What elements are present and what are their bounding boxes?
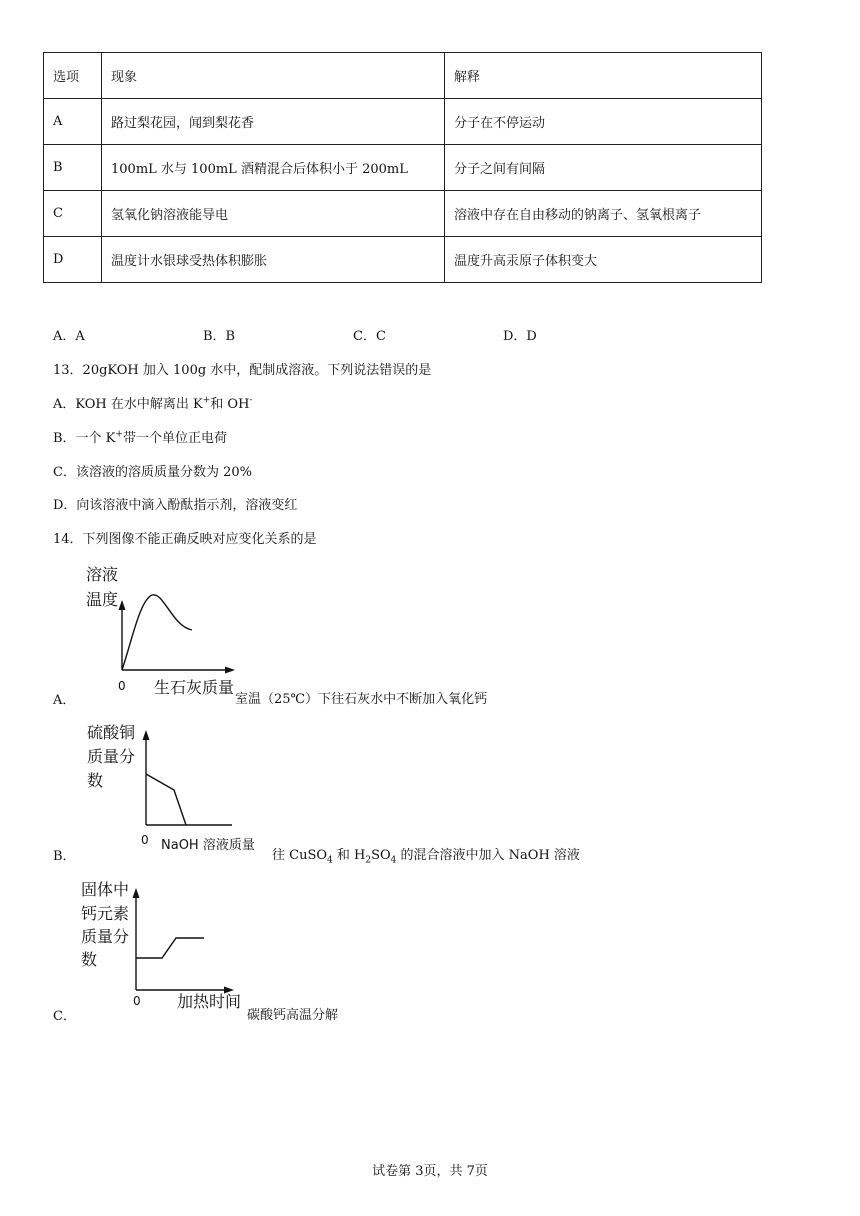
graph-c-ylabel: 质量分	[81, 927, 130, 946]
table-cell: A	[44, 99, 102, 145]
table-cell: 溶液中存在自由移动的钠离子、氢氧根离子	[445, 191, 762, 237]
q14-option-c-label: C．	[53, 1009, 76, 1024]
q13-stem: 13．20gKOH 加入 100g 水中，配制成溶液。下列说法错误的是	[53, 363, 432, 378]
graph-c	[80, 878, 260, 1018]
q12-option-c: C．C	[353, 329, 386, 344]
page-footer: 试卷第 3页，共 7页	[372, 1164, 488, 1179]
graph-b	[80, 722, 280, 862]
q13-option-c: C．该溶液的溶质质量分数为 20%	[53, 465, 252, 480]
table-cell: B	[44, 145, 102, 191]
graph-a-ylabel: 溶液	[86, 565, 119, 584]
graph-b-ylabel: 数	[87, 771, 104, 790]
graph-b-line	[146, 774, 186, 825]
q12-table	[43, 52, 762, 283]
table-row	[44, 99, 762, 145]
graph-b-caption: 往 CuSO$_4$ 和 $H_2SO_4$ 的混合溶液中加入 NaOH 溶液	[272, 848, 580, 866]
graph-c-ylabel: 数	[81, 950, 98, 969]
table-header-cell: 现象	[102, 53, 445, 99]
graph-b-xlabel: NaOH 溶液质量	[161, 838, 255, 853]
graph-c-line	[136, 938, 204, 958]
table-cell: C	[44, 191, 102, 237]
graph-c-xlabel: 加热时间	[177, 992, 242, 1011]
graph-c-caption: 碳酸钙高温分解	[247, 1008, 339, 1023]
table-cell: 氢氧化钠溶液能导电	[102, 191, 445, 237]
y-axis-arrow-icon	[119, 600, 126, 610]
table-cell: 路过梨花园，闻到梨花香	[102, 99, 445, 145]
graph-a-ylabel: 温度	[86, 590, 119, 609]
graph-c-ylabel: 钙元素	[81, 904, 130, 923]
table-cell: 分子之间有间隔	[445, 145, 762, 191]
q14-option-a-label: A．	[53, 693, 76, 708]
graph-b-origin: 0	[141, 833, 149, 847]
graph-c-ylabel: 固体中	[81, 880, 130, 899]
graph-b-ylabel: 质量分	[87, 747, 136, 766]
graph-a-origin: 0	[118, 679, 126, 693]
table-cell: 温度计水银球受热体积膨胀	[102, 237, 445, 283]
graph-b-ylabel: 硫酸铜	[87, 723, 136, 742]
q14-option-b-label: B．	[53, 849, 76, 864]
table-cell: 温度升高汞原子体积变大	[445, 237, 762, 283]
table-row	[44, 145, 762, 191]
table-header-cell: 选项	[44, 53, 102, 99]
table-row	[44, 237, 762, 283]
q13-option-d: D．向该溶液中滴入酚酞指示剂，溶液变红	[53, 498, 298, 513]
graph-a-caption: 室温（25℃）下往石灰水中不断加入氧化钙	[235, 692, 488, 707]
q14-stem: 14．下列图像不能正确反映对应变化关系的是	[53, 532, 317, 547]
table-header-row	[44, 53, 762, 99]
q12-option-b: B．B	[203, 329, 236, 344]
y-axis-arrow-icon	[143, 730, 150, 740]
table-header-cell: 解释	[445, 53, 762, 99]
graph-a	[80, 560, 240, 700]
q12-option-a: A．A	[53, 329, 85, 344]
y-axis-arrow-icon	[133, 888, 140, 898]
graph-c-origin: 0	[133, 994, 141, 1008]
table-cell: 分子在不停运动	[445, 99, 762, 145]
graph-a-curve	[122, 595, 192, 670]
table-cell: D	[44, 237, 102, 283]
q12-option-d: D．D	[503, 329, 537, 344]
graph-a-xlabel: 生石灰质量	[154, 678, 235, 697]
q13-option-a: A．KOH 在水中解离出 K+和 OH-	[53, 395, 253, 412]
table-row	[44, 191, 762, 237]
q13-option-b: B．一个 K+带一个单位正电荷	[53, 429, 227, 446]
x-axis-arrow-icon	[225, 667, 235, 674]
table-cell: 100mL 水与 100mL 酒精混合后体积小于 200mL	[102, 145, 445, 191]
